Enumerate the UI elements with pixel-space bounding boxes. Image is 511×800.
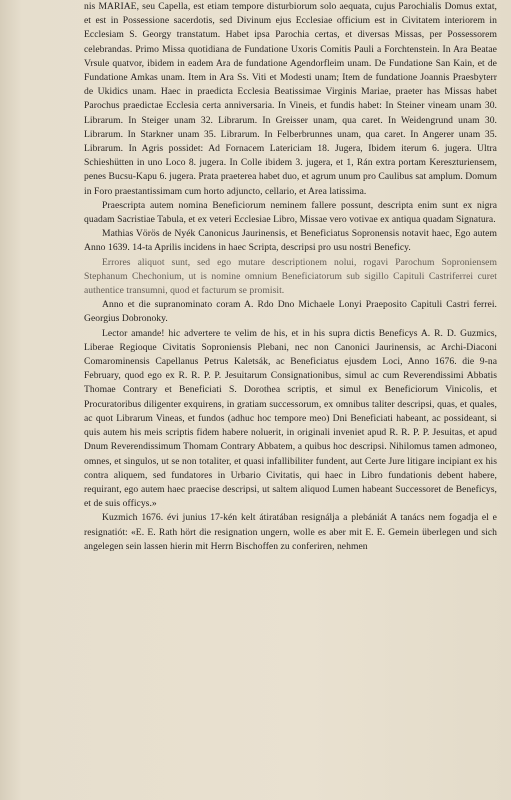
paragraph-lector-address: Lector amande! hic advertere te velim de his, et in his supra dictis Beneficys A. R. D. Guzmics, Liberae Regioque Civitatis Soproniensis Plebani, nec non Canonici Jaurinensis, ac Archi-Diaconi Comarominensis Capellanus Petrus Kaletsák, ac Beneficiatus ejusdem Loci, Anno 1676. die 9-na February, quod ego ex R. R. P. P. Jesuitarum Consignationibus, simul ac cum Reverendissimi Abbatis Thomae Contrary et Beneficiati S. Dorothea scriptis, et simul ex Beneficiorum Vinicolis, et Procuratoribus diligenter exquirens, in gratiam successorum, ex omnibus taliter descripsi, quas, et quales, ac quot Librarum Vineas, et fundos (adhuc hoc tempore meo) Dni Beneficiati habeant, ac possideant, si quis autem his meis scriptis fidem habere noluerit, in originali inveniet apud R. R. P. P. Jesuitas, et apud Dnum Reverendissimum Thomam Contrary Abbatem, a quibus hoc descripsi. Nihilomus tamen admoneo, omnes, et singulos, ut se non totaliter, et quasi infallibiliter fundent, aut Certe Jure litigare incipiant ex his contra aliquem, sed fundatores in Urbario Civitatis, qui haec in Libro fundationis debent habere, requirant, ego autem haec praecise descripsi, ut saltem aliquod Lumen habeant Successoret de Beneficys, et de suis officys.» [84, 327, 497, 510]
paragraph-errors-note: Errores aliquot sunt, sed ego mutare descriptionem nolui, rogavi Parochum Soproniensem Stephanum Chechonium, ut is nomine omnium Beneficiatorum sub sigillo Capituli Castriferrei curet authentice transumni, quod et facturum se promisit. [84, 256, 497, 297]
paragraph-descriptions-source: Praescripta autem nomina Beneficiorum neminem fallere possunt, descripta enim sunt ex nigra quadam Sacristiae Tabula, et ex veteri Ecclesiae Libro, Missae vero votivae ex antiqua quadam Signatura. [84, 199, 497, 226]
paragraph-parish-endowments: nis MARIAE, seu Capella, est etiam tempore disturbiorum solo aequata, cujus Parochialis Domus extat, et est in Possessione sacerdotis, sed Divinum ejus Ecclesiae officium est in Civitatem interiorem in Ecclesiam S. Georgy transtatum. Habet ipsa Parochia certas, et diversas Missas, per Possessorem celebrandas. Primo Missa quotidiana de Fundatione Uxoris Comitis Pauli a Forchtenstein. In Ara Beatae Vrsule quatvor, ibidem in eadem Ara de fundatione Agendorfleim unam. De Fundatione San Kain, et de Fundatione Amkas unam. Item in Ara Ss. Viti et Modesti unam; Item de fundatione Joannis Praesbyterr de Ukidics unam. Haec in praedicta Ecclesia Beatissimae Virginis Mariae, praeter has Missas habet Parochus praedictae Ecclesia certa anniversaria. In Vineis, et fundis habet: In Steiner vineam unam 30. Librarum. In Steiger unam 32. Librarum. In Greisser unam, qua caret. In Weidengrund unam 30. Librarum. In Starkner unam 35. Librarum. In Felberbrunnes unam, qua caret. In Angerer unam 35. Librarum. In Agris possidet: Ad Fornacem Latericiam 18. Jugera, Ibidem iterum 6. jugera. Ultra Schieshütten in uno Loco 8. jugera. In Colle ibidem 3. jugera, et 1, Rán extra portam Kereszturiensem, penes Bucsu-Kapu 6. jugera. Prata praeterea habet duo, et agrum unum pro Caulibus sat amplum. Domum in Foro praestantissimam cum horto adjuncto, cellario, et Area latissima. [84, 1, 497, 197]
document-text-body [84, 0, 497, 554]
paragraph-mathias-voros-note: Mathias Vörös de Nyék Canonicus Jaurinensis, et Beneficiatus Sopronensis notavit haec, Ego autem Anno 1639. 14-ta Aprilis incidens in haec Scripta, descripsi pro usu nostri Beneficy. [84, 228, 497, 254]
paragraph-kuzmich-resignation: Kuzmich 1676. évi junius 17-kén kelt átiratában resignálja a plebániát A tanács nem fogadja el e resignatiót: «E. E. Rath hört die resignation ungern, wolle es aber mit E. E. Gemein überlegen und sich angelegen sein lassen hierin mit Herrn Bischoffen zu conferiren, nehmen [84, 512, 497, 552]
paragraph-dobronoky-signature: Anno et die supranominato coram A. Rdo Dno Michaele Lonyi Praeposito Capituli Castri ferrei. Georgius Dobronoky. [84, 299, 497, 325]
